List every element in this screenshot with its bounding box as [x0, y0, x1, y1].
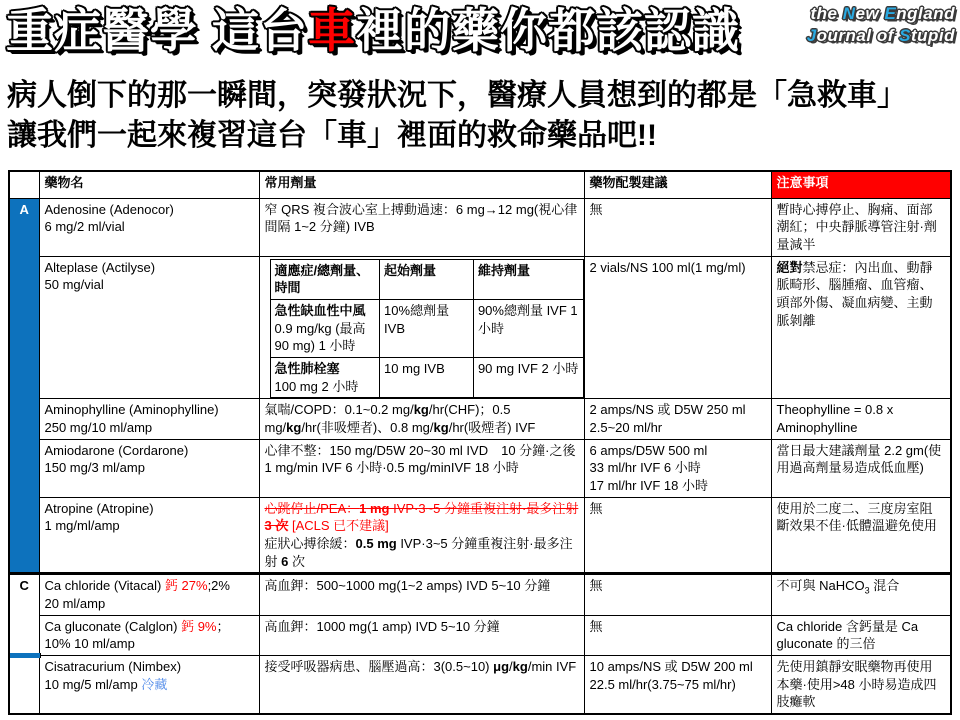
cell-name	[39, 439, 259, 497]
cell-name	[39, 497, 259, 574]
cell-dose	[259, 439, 584, 497]
text-segment: 鈣 9%	[181, 618, 217, 634]
logo-line-1	[807, 3, 955, 25]
cell-prep	[584, 574, 771, 615]
text-segment: 無	[589, 500, 603, 516]
text-segment: ngland	[896, 4, 955, 23]
text-segment: μg	[493, 658, 510, 674]
text-segment: ；	[216, 618, 230, 634]
text-segment: 90%總劑量 IVF 1 小時	[477, 302, 578, 336]
drug-table-body	[9, 198, 951, 714]
cell-notes	[771, 399, 951, 439]
text-segment: 使用於二度二、三度房室阻斷效果不佳·低體溫避免使用	[776, 500, 937, 534]
text-segment: kg	[433, 419, 449, 435]
cell-prep	[584, 439, 771, 497]
text-segment: Atropine (Atropine)	[44, 500, 154, 516]
text-segment: 100 mg 2 小時	[274, 378, 359, 394]
cell-prep	[584, 655, 771, 714]
text-segment: 2 amps/NS 或 D5W 250 ml	[589, 402, 746, 418]
text-segment: Alteplase (Actilyse)	[44, 259, 156, 275]
drug-table	[8, 170, 952, 715]
text-segment: 3	[864, 585, 870, 596]
text-segment: 窄 QRS 複合波心室上搏動過速：6 mg→12 mg(視心律間隔 1~2 分鐘) IVB	[264, 201, 578, 235]
text-segment: 無	[589, 201, 603, 217]
text-segment: 症狀心搏徐緩：	[264, 535, 356, 551]
text-segment: 20 ml/amp	[44, 595, 106, 611]
cell-name	[39, 655, 259, 714]
text-segment: N	[842, 4, 856, 23]
cell-prep	[584, 399, 771, 439]
text-segment: 重症醫學 這台	[6, 4, 309, 57]
cell-prep	[584, 198, 771, 256]
text-segment: 次	[288, 553, 305, 569]
page-title	[6, 0, 740, 62]
nested-column-header: 起始劑量	[380, 259, 474, 299]
cell-notes	[771, 439, 951, 497]
text-segment: tupid	[910, 26, 955, 45]
table-row	[9, 497, 951, 574]
cell-prep	[584, 615, 771, 655]
text-segment: /hr(吸煙者) IVF	[448, 419, 536, 435]
text-segment: 暫時心搏停止、胸痛、面部潮紅；中央靜脈導管注射·劑量減半	[776, 201, 937, 252]
text-segment: 90 mg IVF 2 小時	[477, 360, 579, 376]
cell-dose	[259, 256, 584, 399]
text-segment: 1 mg	[359, 500, 390, 516]
nested-cell	[473, 299, 583, 357]
text-segment: Cisatracurium (Nimbex)	[44, 658, 182, 674]
cell-notes	[771, 574, 951, 615]
text-segment: 0.5 mg	[355, 535, 397, 551]
text-segment: Adenosine (Adenocor)	[44, 201, 174, 217]
table-row	[9, 256, 951, 399]
letter-group-cell: C	[9, 574, 39, 714]
column-header: 藥物名	[39, 171, 259, 198]
text-segment: 1 mg/ml/amp	[44, 518, 120, 534]
text-segment: Amiodarone (Cordarone)	[44, 442, 189, 458]
cell-name	[39, 256, 259, 399]
nested-cell	[270, 357, 380, 397]
text-segment: S	[899, 26, 911, 45]
text-segment: 10%總劑量 IVB	[384, 302, 450, 336]
table-row	[9, 574, 951, 615]
cell-notes	[771, 655, 951, 714]
text-segment: /hr(非吸煙者)、0.8 mg/	[301, 419, 434, 435]
header-row	[9, 171, 951, 198]
text-segment: E	[884, 4, 897, 23]
cell-name	[39, 615, 259, 655]
cell-dose	[259, 399, 584, 439]
text-segment: 17 ml/hr IVF 18 小時	[589, 477, 708, 493]
nested-row	[270, 357, 583, 397]
text-segment: ew	[855, 4, 885, 23]
cell-name	[39, 198, 259, 256]
text-segment: 2 vials/NS 100 ml(1 mg/ml)	[589, 259, 746, 275]
text-segment: [ACLS 已不建議]	[288, 518, 389, 534]
text-segment: 裡的藥你都該認識	[356, 4, 741, 57]
text-segment: 無	[589, 618, 603, 634]
text-segment: 10% 10 ml/amp	[44, 636, 135, 652]
text-segment: Aminophylline	[776, 419, 858, 435]
text-segment: 6 amps/D5W 500 ml	[589, 442, 708, 458]
text-segment: 急性缺血性中風	[274, 302, 366, 318]
text-segment: 當日最大建議劑量 2.2 gm(使用過高劑量易造成低血壓)	[776, 442, 942, 476]
cell-prep	[584, 256, 771, 399]
text-segment: kg	[286, 419, 302, 435]
text-segment: 0.9 mg/kg (最高 90 mg) 1 小時	[274, 320, 366, 354]
cell-dose	[259, 574, 584, 615]
text-segment: IVP·3~5 分鐘重複注射·最多注射	[264, 535, 573, 569]
text-segment: 6 mg/2 ml/vial	[44, 219, 125, 235]
cell-notes	[771, 497, 951, 574]
table-row	[9, 655, 951, 714]
cell-dose	[259, 497, 584, 574]
text-segment: 混合	[869, 578, 900, 594]
nested-row	[270, 299, 583, 357]
text-segment: 10 mg/5 ml/amp	[44, 676, 142, 692]
next-row-partial	[8, 653, 41, 658]
text-segment: ournal of	[816, 26, 900, 45]
nested-dose-table	[270, 259, 584, 399]
text-segment: 高血鉀：500~1000 mg(1~2 amps) IVD 5~10 分鐘	[264, 578, 551, 594]
subtitle	[7, 76, 957, 156]
nested-column-header: 適應症/總劑量、時間	[270, 259, 380, 299]
text-segment: 禁忌症：內出血、動靜脈畸形、腦腫瘤、血管瘤、頭部外傷、凝血病變、主動脈剝離	[776, 259, 933, 328]
nested-header-row	[270, 259, 583, 299]
text-segment: 車	[308, 4, 357, 57]
cell-dose	[259, 198, 584, 256]
cell-notes	[771, 256, 951, 399]
table-row	[9, 615, 951, 655]
text-segment: IVP·3~5 分鐘重複注射·最多注射	[389, 500, 579, 516]
text-segment: 高血鉀：1000 mg(1 amp) IVD 5~10 分鐘	[264, 618, 500, 634]
text-segment: 急性肺栓塞	[274, 360, 340, 376]
text-segment: J	[806, 26, 817, 45]
nested-cell	[473, 357, 583, 397]
text-segment: 不可與 NaHCO	[776, 578, 865, 594]
text-segment: the	[810, 4, 843, 23]
table-row	[9, 198, 951, 256]
text-segment: 心律不整：150 mg/D5W 20~30 ml IVD 10 分鐘·之後 1 mg/min IVF 6 小時·0.5 mg/minIVF 18 小時	[264, 442, 576, 476]
drug-table-header	[9, 171, 951, 198]
text-segment: 150 mg/3 ml/amp	[44, 460, 145, 476]
text-segment: Ca chloride 含鈣量是 Ca gluconate 的三倍	[776, 618, 919, 652]
text-segment: 接受呼吸器病患、腦壓過高：3(0.5~10)	[264, 658, 494, 674]
text-segment: 絕對	[776, 259, 803, 275]
journal-logo	[807, 3, 955, 47]
text-segment: kg	[512, 658, 528, 674]
text-segment: 33 ml/hr IVF 6 小時	[589, 460, 701, 476]
nested-cell	[380, 357, 474, 397]
letter-group-cell: A	[9, 198, 39, 574]
text-segment: Ca gluconate (Calglon)	[44, 618, 182, 634]
text-segment: /min IVF	[527, 658, 577, 674]
text-segment: 心跳停止/PEA：	[264, 500, 360, 516]
nested-column-header: 維持劑量	[473, 259, 583, 299]
text-segment: 2.5~20 ml/hr	[589, 419, 663, 435]
text-segment: 50 mg/vial	[44, 277, 104, 293]
subtitle-line-2: 讓我們一起來複習這台「車」裡面的救命藥品吧!!	[7, 119, 657, 152]
text-segment: 10 mg IVB	[384, 360, 445, 376]
cell-dose	[259, 655, 584, 714]
text-segment: /hr(CHF)；0.5 mg/	[264, 402, 511, 435]
corner-header	[9, 171, 39, 198]
subtitle-line-1: 病人倒下的那一瞬間，突發狀況下，醫療人員想到的都是「急救車」	[7, 79, 907, 112]
text-segment: /	[509, 658, 513, 674]
cell-name	[39, 399, 259, 439]
text-segment: Theophylline = 0.8 x	[776, 402, 894, 418]
column-header: 藥物配製建議	[584, 171, 771, 198]
text-segment: 先使用鎮靜安眠藥物再使用本藥·使用>48 小時易造成四肢癱軟	[776, 658, 937, 710]
text-segment: kg	[413, 402, 429, 418]
text-segment: Aminophylline (Aminophylline)	[44, 402, 219, 418]
nested-cell	[270, 299, 380, 357]
cell-notes	[771, 198, 951, 256]
text-segment: 鈣 27%	[164, 578, 208, 594]
text-segment: Ca chloride (Vitacal)	[44, 578, 165, 594]
logo-line-2	[807, 25, 955, 47]
text-segment: 250 mg/10 ml/amp	[44, 419, 153, 435]
nested-cell	[380, 299, 474, 357]
cell-name	[39, 574, 259, 615]
cell-notes	[771, 615, 951, 655]
text-segment: ;2%	[207, 578, 230, 594]
text-segment: 3 次	[264, 518, 289, 534]
text-segment: 6	[281, 553, 289, 569]
table-row	[9, 399, 951, 439]
text-segment: 無	[589, 578, 603, 594]
cell-dose	[259, 615, 584, 655]
column-header: 常用劑量	[259, 171, 584, 198]
text-segment: 10 amps/NS 或 D5W 200 ml 22.5 ml/hr(3.75~75 ml/hr)	[589, 658, 753, 692]
table-row	[9, 439, 951, 497]
text-segment: 冷藏	[141, 676, 168, 692]
text-segment: 氣喘/COPD：0.1~0.2 mg/	[264, 402, 414, 418]
column-header: 注意事項	[771, 171, 951, 198]
cell-prep	[584, 497, 771, 574]
